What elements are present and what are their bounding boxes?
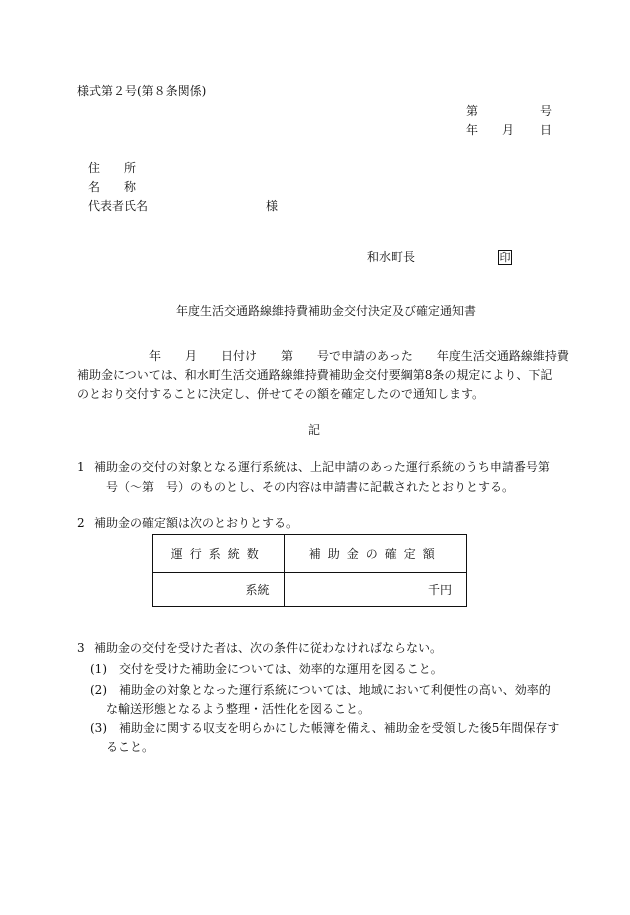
issuer-seal: 印 [499,251,511,264]
item-1-number: 1 [77,460,85,474]
ki-heading: 記 [308,423,321,437]
header-route-count: 運行系統数 [153,535,285,573]
recipient-rep-label: 代表者氏名 [88,199,149,213]
condition-2-line-2: な輸送形態となるよう整理・活性化を図ること。 [106,702,371,716]
condition-2-line-1: 補助金の対象となった運行系統については、地域において利便性の高い、効率的 [119,683,551,697]
document-title: 年度生活交通路線維持費補助金交付決定及び確定通知書 [176,304,477,318]
item-1-line-1: 補助金の交付の対象となる運行系統は、上記申請のあった運行系統のうち申請番号第 [94,460,550,474]
subsidy-amount-unit: 千円 [284,573,467,607]
intro-line-2: 補助金については、和水町生活交通路線維持費補助金交付要綱第8条の規定により、下記 [77,368,553,382]
item-1-line-2: 号（～第 号）のものとし、その内容は申請書に記載されたとおりとする。 [106,480,515,494]
condition-3-number: (3) [90,721,107,735]
intro-line-1: 年 月 日付け 第 号で申請のあった 年度生活交通路線維持費 [77,349,569,363]
recipient-name-label: 名 称 [88,180,137,194]
header-subsidy-amount: 補助金の確定額 [284,535,467,573]
date-year: 年 [466,123,479,137]
item-2-number: 2 [77,516,85,530]
item-3-line-1: 補助金の交付を受けた者は、次の条件に従わなければならない。 [94,641,443,655]
doc-number-dai: 第 [466,104,479,118]
item-2-line-1: 補助金の確定額は次のとおりとする。 [94,516,299,530]
condition-1-line-1: 交付を受けた補助金については、効率的な運用を図ること。 [119,662,443,676]
recipient-address-label: 住 所 [88,161,137,175]
item-3-number: 3 [77,641,85,655]
form-id: 様式第２号(第８条関係) [77,84,207,98]
table-row [153,573,467,607]
condition-1-number: (1) [90,662,107,676]
recipient-sama: 様 [266,199,279,213]
condition-2-number: (2) [90,683,107,697]
route-count-unit: 系統 [153,573,285,607]
intro-line-3: のとおり交付することに決定し、併せてその額を確定したので通知します。 [77,387,485,401]
condition-3-line-2: ること。 [106,740,155,754]
date-day: 日 [540,123,553,137]
intro-paragraph [77,347,569,404]
condition-3-line-1: 補助金に関する収支を明らかにした帳簿を備え、補助金を受領した後5年間保存す [119,721,560,735]
subsidy-amount-table [152,534,467,607]
doc-number-go: 号 [540,104,553,118]
date-month: 月 [502,123,515,137]
issuer-title: 和水町長 [367,250,416,264]
table-header-row [153,535,467,573]
